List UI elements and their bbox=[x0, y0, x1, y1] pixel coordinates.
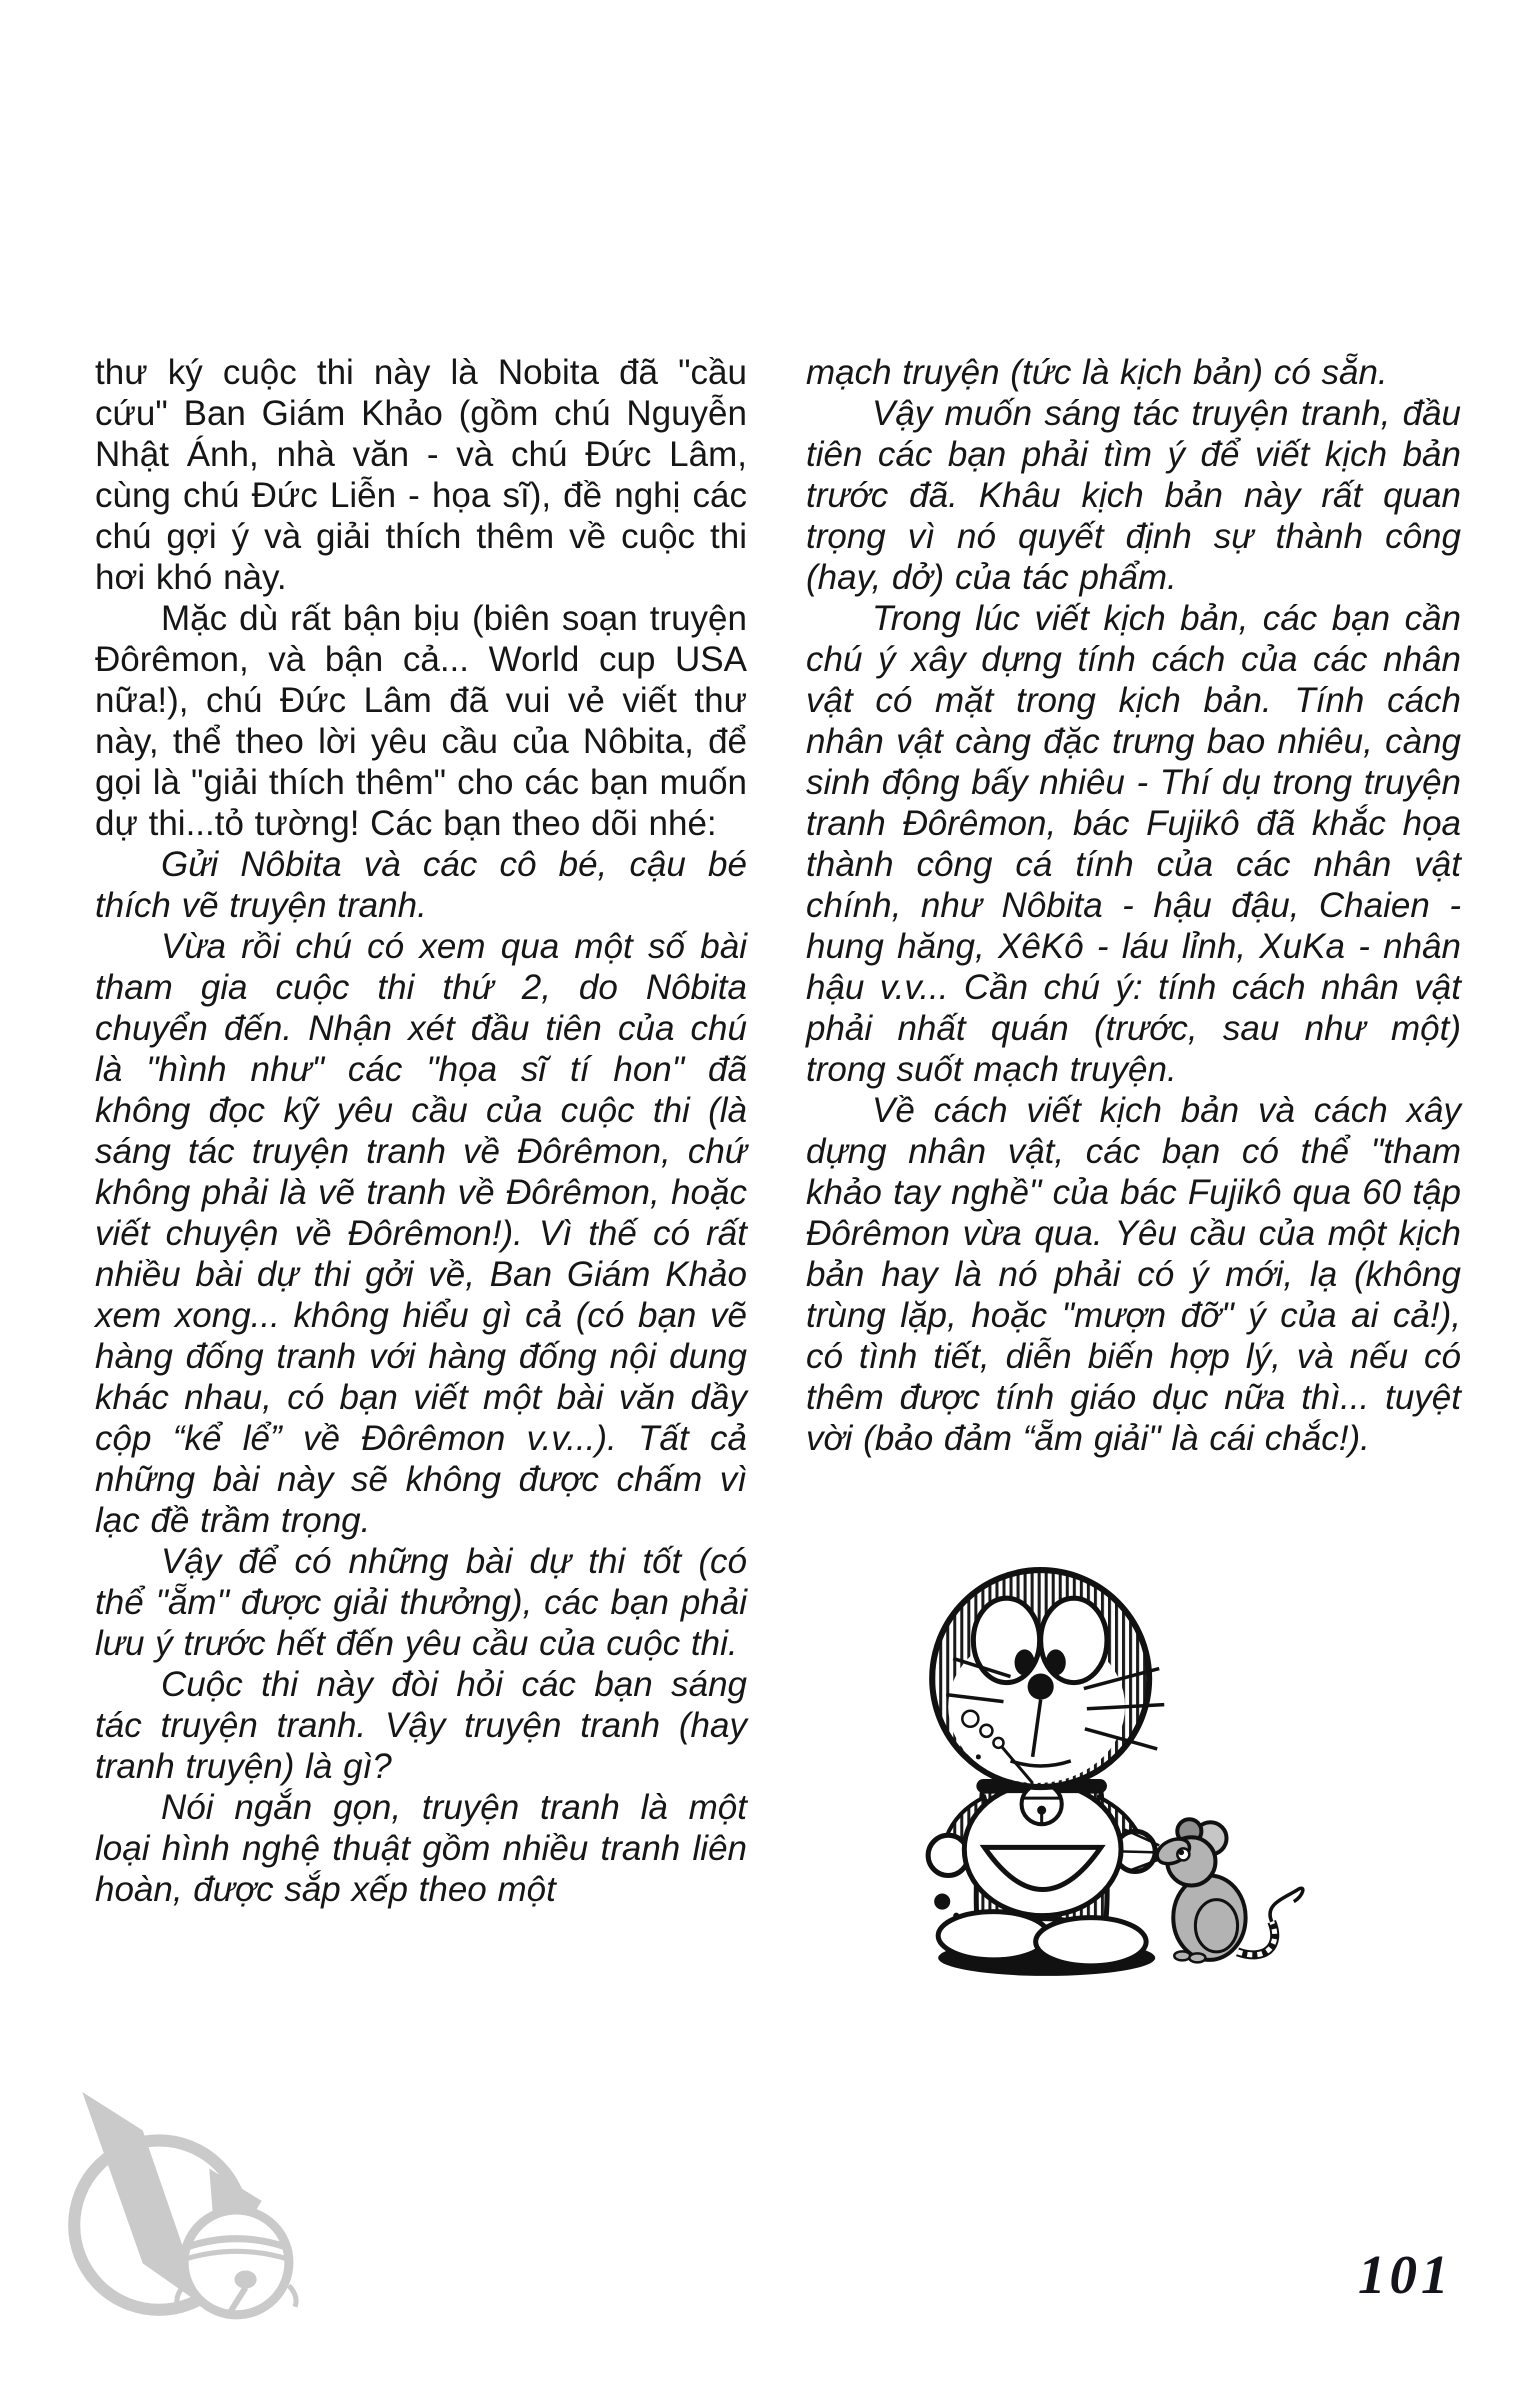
mouse-eye bbox=[1177, 1848, 1189, 1860]
paragraph: mạch truyện (tức là kịch bản) có sẵn. bbox=[806, 353, 1388, 392]
paragraph: Gửi Nôbita và các cô bé, cậu bé thích vẽ truyện tranh. bbox=[95, 845, 747, 925]
paragraph: Vừa rồi chú có xem qua một số bài tham gia cuộc thi thứ 2, do Nôbita chuyển đến. Nhận xét đầu tiên của chú là "hình như" các "họa sĩ tí hon" đã không đọc kỹ yêu cầu của cuộc thi (là sáng tác truyện tranh về Đôrêmon, chứ không phải là vẽ tranh về Đôrêmon, hoặc viết chuyện về Đôrêmon!). Vì thế có rất nhiều bài dự thi gởi về, Ban Giám Khảo xem xong... không hiểu gì cả (có bạn vẽ hàng đống tranh với hàng đống nội dung khác nhau, có bạn viết một bài văn dầy cộp “kể lể” về Đôrêmon v.v...). Tất cả những bài này sẽ không được chấm vì lạc đề trầm trọng. bbox=[95, 927, 747, 1540]
publisher-logo-watermark bbox=[50, 2086, 302, 2338]
paragraph: Vậy để có những bài dự thi tốt (có thể "ẵm" được giải thưởng), các bạn phải lưu ý trước hết đến yêu cầu của cuộc thi. bbox=[95, 1542, 747, 1663]
paragraph: Về cách viết kịch bản và cách xây dựng nhân vật, các bạn có thể "tham khảo tay nghề" của bác Fujikô qua 60 tập Đôrêmon vừa qua. Yêu cầu của một kịch bản hay là nó phải có ý mới, lạ (không trùng lặp, hoặc "mượn đỡ" ý của ai cả!), có tình tiết, diễn biến hợp lý, và nếu có thêm được tính giáo dục nữa thì... tuyệt vời (bảo đảm “ẵm giải" là cái chắc!). bbox=[806, 1091, 1461, 1458]
paragraph: Nói ngắn gọn, truyện tranh là một loại hình nghệ thuật gồm nhiều tranh liên hoàn, được sắp xếp theo một bbox=[95, 1788, 747, 1909]
paragraph: Vậy muốn sáng tác truyện tranh, đầu tiên các bạn phải tìm ý để viết kịch bản trước đã. Khâu kịch bản này rất quan trọng vì nó quyết định sự thành công (hay, dở) của tác phẩm. bbox=[806, 394, 1461, 597]
paragraph: thư ký cuộc thi này là Nobita đã "cầu cứu" Ban Giám Khảo (gồm chú Nguyễn Nhật Ánh, nhà văn - và chú Đức Lâm, cùng chú Đức Liễn - họa sĩ), đề nghị các chú gợi ý và giải thích thêm về cuộc thi hơi khó này. bbox=[95, 353, 747, 597]
doraemon-mouse-illustration bbox=[918, 1558, 1310, 1990]
doraemon-figure bbox=[928, 1570, 1164, 1976]
dropped-ball-icon bbox=[934, 1894, 950, 1910]
nose bbox=[1028, 1674, 1054, 1700]
pupil bbox=[1015, 1649, 1035, 1675]
pupil bbox=[1046, 1649, 1066, 1675]
text-column-right bbox=[806, 352, 1461, 1459]
paragraph: Mặc dù rất bận bịu (biên soạn truyện Đôrêmon, và bận cả... World cup USA nữa!), chú Đức Lâm đã vui vẻ viết thư này, thể theo lời yêu cầu của Nôbita, để gọi là "giải thích thêm" cho các bạn muốn dự thi...tỏ tường! Các bạn theo dõi nhé: bbox=[95, 599, 747, 843]
paragraph: Trong lúc viết kịch bản, các bạn cần chú ý xây dựng tính cách của các nhân vật có mặt trong kịch bản. Tính cách nhân vật càng đặc trưng bao nhiêu, càng sinh động bấy nhiêu - Thí dụ trong truyện tranh Đôrêmon, bác Fujikô đã khắc họa thành công cá tính của các nhân vật chính, như Nôbita - hậu đậu, Chaien - hung hăng, XêKô - láu lỉnh, XuKa - nhân hậu v.v... Cần chú ý: tính cách nhân vật phải nhất quán (trước, sau như một) trong suốt mạch truyện. bbox=[806, 599, 1461, 1089]
logo-bell-icon bbox=[177, 2206, 296, 2315]
page-number: 101 bbox=[1358, 2244, 1453, 2305]
paragraph: Cuộc thi này đòi hỏi các bạn sáng tác truyện tranh. Vậy truyện tranh (hay tranh truyện) là gì? bbox=[95, 1665, 747, 1786]
text-column-left bbox=[95, 352, 747, 1910]
whisker bbox=[1119, 1851, 1157, 1852]
